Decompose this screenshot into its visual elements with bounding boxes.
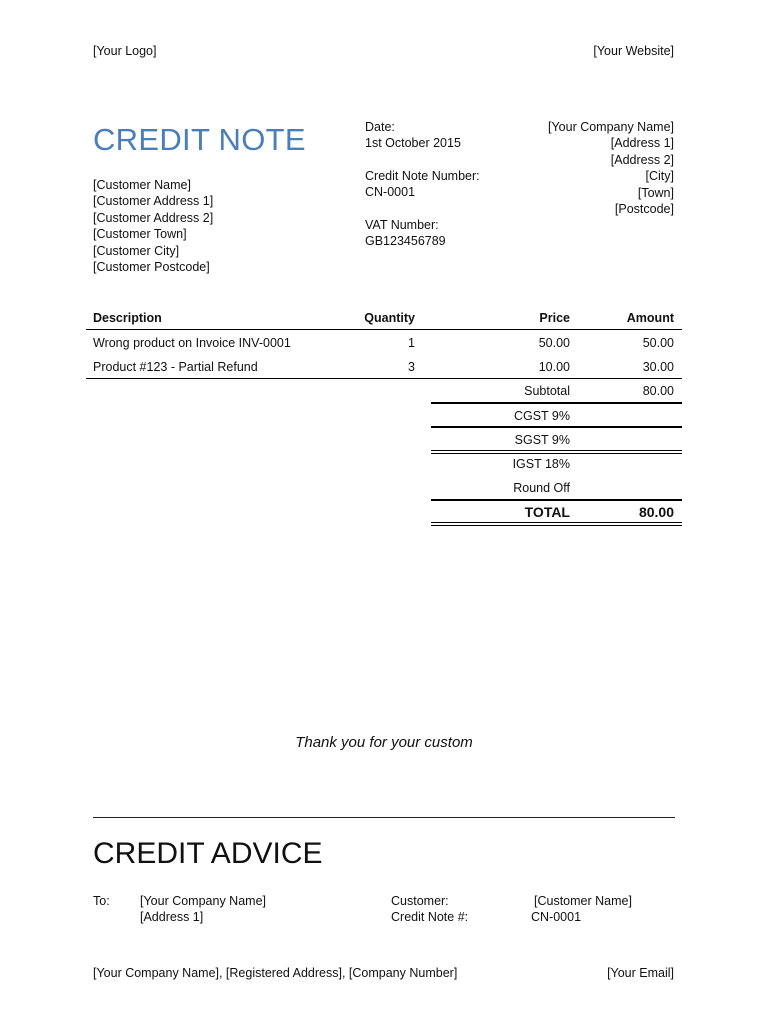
total-double-rule (431, 525, 682, 526)
round-off-label: Round Off (513, 481, 570, 495)
company-postcode: [Postcode] (614, 202, 674, 217)
date-value: 1st October 2015 (365, 136, 461, 151)
totals-rule (431, 453, 682, 454)
totals-rule (431, 450, 682, 451)
row-price: 10.00 (538, 360, 570, 374)
to-address-block (140, 893, 266, 926)
customer-name: [Customer Name] (93, 178, 191, 192)
customer-postcode: [Customer Postcode] (93, 260, 210, 275)
credit-advice-title: CREDIT ADVICE (93, 837, 323, 870)
cgst-row (431, 408, 682, 432)
footer-company-details: [Your Company Name], [Registered Address], [Company Number] (93, 966, 458, 980)
to-address-1: [Address 1] (140, 910, 204, 925)
advice-customer-label: Customer: (391, 894, 449, 908)
company-address-1: [Address 1] (610, 136, 674, 151)
row-quantity: 3 (408, 360, 415, 374)
credit-note-number-label: Credit Note Number: (365, 168, 480, 183)
company-town: [Town] (637, 185, 674, 200)
credit-note-number-value: CN-0001 (365, 185, 416, 200)
totals-rule (431, 499, 682, 501)
document-title: CREDIT NOTE (93, 122, 306, 157)
thank-you-message: Thank you for your custom (295, 734, 473, 751)
row-amount: 30.00 (642, 360, 674, 374)
column-header-amount: Amount (626, 311, 674, 325)
company-name: [Your Company Name] (548, 120, 674, 134)
website-placeholder: [Your Website] (593, 44, 674, 58)
column-header-description: Description (93, 311, 162, 325)
customer-city: [Customer City] (93, 243, 180, 258)
total-double-rule (431, 522, 682, 523)
row-price: 50.00 (538, 336, 570, 350)
credit-note-meta (365, 119, 480, 249)
row-description: Product #123 - Partial Refund (93, 360, 258, 374)
advice-customer-value: [Customer Name] (534, 894, 632, 908)
footer-email: [Your Email] (607, 966, 674, 980)
company-address-block (548, 119, 674, 217)
vat-number-value: GB123456789 (365, 234, 446, 249)
total-label: TOTAL (524, 504, 570, 520)
column-header-price: Price (539, 311, 570, 325)
section-divider (93, 817, 675, 818)
customer-address-1: [Customer Address 1] (93, 194, 214, 209)
company-city: [City] (645, 169, 674, 184)
cgst-label: CGST 9% (513, 409, 570, 423)
table-header-rule (86, 329, 682, 330)
customer-address-block (93, 177, 213, 275)
column-header-quantity: Quantity (364, 311, 415, 325)
to-label: To: (93, 894, 110, 908)
table-row (0, 335, 768, 355)
row-amount: 50.00 (642, 336, 674, 350)
sgst-label: SGST 9% (514, 433, 570, 447)
igst-label: IGST 18% (512, 457, 570, 471)
row-description: Wrong product on Invoice INV-0001 (93, 336, 291, 350)
logo-placeholder: [Your Logo] (93, 44, 157, 58)
vat-number-label: VAT Number: (365, 217, 439, 232)
advice-credit-note-label: Credit Note #: (391, 910, 469, 924)
subtotal-value: 80.00 (642, 384, 674, 398)
row-quantity: 1 (408, 336, 415, 350)
totals-rule (431, 402, 682, 404)
to-company-name: [Your Company Name] (140, 894, 266, 908)
igst-row (431, 456, 682, 480)
table-row (0, 359, 768, 379)
totals-rule (431, 426, 682, 428)
table-body-rule (86, 378, 682, 379)
customer-address-2: [Customer Address 2] (93, 210, 214, 225)
customer-town: [Customer Town] (93, 227, 187, 242)
date-label: Date: (365, 120, 395, 134)
advice-credit-note-value: CN-0001 (531, 910, 582, 924)
subtotal-label: Subtotal (524, 384, 570, 398)
total-value: 80.00 (638, 504, 674, 520)
company-address-2: [Address 2] (610, 152, 674, 167)
